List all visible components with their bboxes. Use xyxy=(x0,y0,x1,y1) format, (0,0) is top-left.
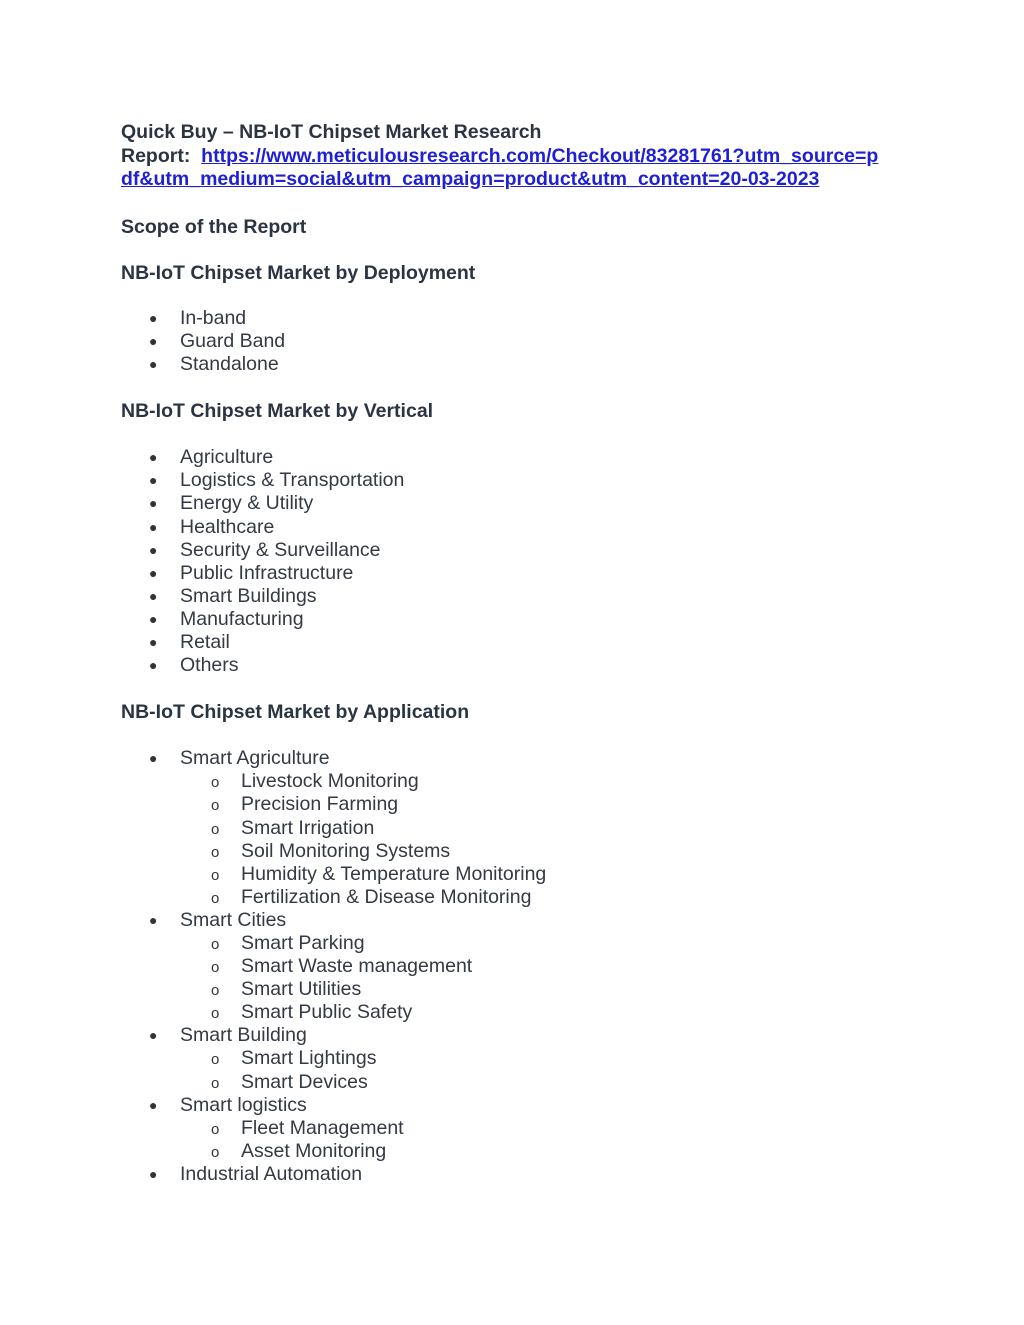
bullet-icon: ● xyxy=(149,564,158,581)
sub-list-item: o Smart Utilities xyxy=(121,978,911,1001)
circle-bullet-icon: o xyxy=(211,889,220,907)
bullet-icon: ● xyxy=(149,911,158,928)
circle-bullet-icon: o xyxy=(211,1051,220,1069)
sub-list-item: o Smart Waste management xyxy=(121,955,911,978)
bullet-icon: ● xyxy=(149,634,158,651)
list-item: ● Public Infrastructure xyxy=(149,561,354,584)
bullet-icon: ● xyxy=(149,356,158,373)
bullet-icon: ● xyxy=(149,541,158,558)
sub-list-item: o Smart Public Safety xyxy=(121,1001,911,1024)
report-line xyxy=(121,144,911,168)
sub-list-item: o Smart Lightings xyxy=(121,1047,911,1070)
circle-bullet-icon: o xyxy=(211,774,220,792)
list-item: ● Others xyxy=(149,654,239,677)
list-item: ● Smart Agriculture xyxy=(149,747,330,770)
bullet-icon: ● xyxy=(149,518,158,535)
bullet-icon: ● xyxy=(149,333,158,350)
list-item: ● Smart Buildings xyxy=(149,584,317,607)
list-item: ● Guard Band xyxy=(149,330,286,353)
bullet-icon: ● xyxy=(149,495,158,512)
vertical-heading: NB-IoT Chipset Market by Vertical xyxy=(121,400,434,423)
sub-list-item: o Smart Parking xyxy=(121,932,911,955)
circle-bullet-icon: o xyxy=(211,1120,220,1138)
bullet-icon: ● xyxy=(149,1027,158,1044)
bullet-icon: ● xyxy=(149,750,158,767)
checkout-link-continued[interactable]: df&utm_medium=social&utm_campaign=product&utm_content=20-03-2023 xyxy=(121,168,820,190)
bullet-icon: ● xyxy=(149,610,158,627)
sub-list-item: o Humidity & Temperature Monitoring xyxy=(121,863,911,886)
list-item: ● Manufacturing xyxy=(149,607,304,630)
circle-bullet-icon: o xyxy=(211,843,220,861)
sub-list-item: o Precision Farming xyxy=(121,793,911,816)
bullet-icon: ● xyxy=(149,587,158,604)
list-item: ● Smart Cities xyxy=(149,908,287,931)
circle-bullet-icon: o xyxy=(211,820,220,838)
deployment-list xyxy=(121,307,911,376)
application-list xyxy=(121,747,911,1186)
list-item: ● In-band xyxy=(149,307,247,329)
sub-list-item: o Smart Devices xyxy=(121,1071,911,1094)
bullet-icon: ● xyxy=(149,1165,158,1182)
circle-bullet-icon: o xyxy=(211,1143,220,1161)
sub-list-item: o Asset Monitoring xyxy=(121,1140,911,1163)
bullet-icon: ● xyxy=(149,657,158,674)
bullet-icon: ● xyxy=(149,310,158,326)
list-item: ● Security & Surveillance xyxy=(149,538,381,561)
circle-bullet-icon: o xyxy=(211,935,220,953)
document-body xyxy=(121,120,911,1186)
circle-bullet-icon: o xyxy=(211,1005,220,1023)
list-item: ● Healthcare xyxy=(149,515,275,538)
list-item: ● Agriculture xyxy=(149,446,274,469)
sub-list-item: o Fleet Management xyxy=(121,1117,911,1140)
report-label: Report: xyxy=(121,145,191,167)
deployment-heading: NB-IoT Chipset Market by Deployment xyxy=(121,262,476,284)
bullet-icon: ● xyxy=(149,472,158,489)
list-item: ● Smart Building xyxy=(149,1024,307,1047)
circle-bullet-icon: o xyxy=(211,866,220,884)
sub-list-item: o Smart Irrigation xyxy=(121,817,911,840)
circle-bullet-icon: o xyxy=(211,1074,220,1092)
sub-list-item: o Soil Monitoring Systems xyxy=(121,840,911,863)
circle-bullet-icon: o xyxy=(211,797,220,815)
scope-heading: Scope of the Report xyxy=(121,216,307,238)
circle-bullet-icon: o xyxy=(211,959,220,977)
bullet-icon: ● xyxy=(149,1096,158,1113)
circle-bullet-icon: o xyxy=(211,982,220,1000)
list-item: ● Retail xyxy=(149,631,230,654)
list-item: ● Standalone xyxy=(149,353,279,376)
list-item: ● Energy & Utility xyxy=(149,492,314,515)
sub-list-item: o Livestock Monitoring xyxy=(121,770,911,793)
list-item: ● Industrial Automation xyxy=(149,1162,363,1185)
list-item: ● Logistics & Transportation xyxy=(149,469,405,492)
sub-list-item: o Fertilization & Disease Monitoring xyxy=(121,886,911,909)
application-heading: NB-IoT Chipset Market by Application xyxy=(121,701,470,724)
list-item: ● Smart logistics xyxy=(149,1093,307,1116)
bullet-icon: ● xyxy=(149,449,158,466)
checkout-link[interactable]: https://www.meticulousresearch.com/Checkout/83281761?utm_source=p xyxy=(201,145,879,167)
quick-buy-title: Quick Buy – NB-IoT Chipset Market Research xyxy=(121,121,542,143)
vertical-list xyxy=(121,446,911,677)
